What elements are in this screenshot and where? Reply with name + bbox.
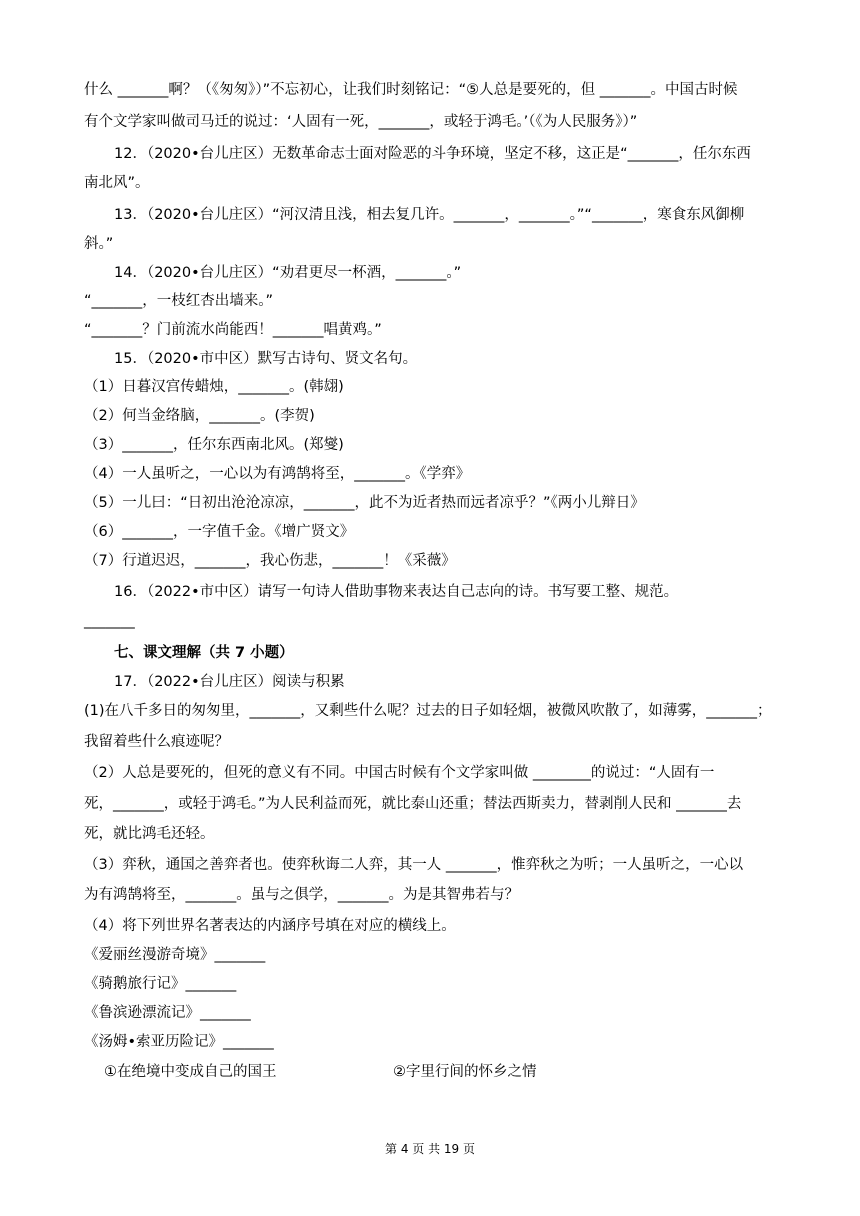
- page-footer: 第 4 页 共 19 页: [385, 1142, 475, 1156]
- text-line: （3）弈秋，通国之善弈者也。使弈秋诲二人弈，其一人 _______，惟弈秋之为听；一人虽听之，一心以: [84, 857, 744, 873]
- text-line: “_______？门前流水尚能西！_______唱黄鸡。”: [84, 322, 382, 338]
- text-line: “_______，一枝红杏出墙来。”: [84, 293, 274, 309]
- text-line: 有个文学家叫做司马迁的说过：‘人固有一死，_______，或轻于鸿毛。’（《为人民服务》）”: [84, 114, 638, 130]
- text-line: 斜。”: [84, 236, 114, 252]
- book-title-line: 《鲁滨逊漂流记》_______: [84, 1005, 251, 1021]
- question-16: 16．（2022•市中区）请写一句诗人借助事物来表达自己志向的诗。书写要工整、规范。: [114, 584, 679, 600]
- sub-item: （4）一人虽听之，一心以为有鸿鹄将至，_______。《学弈》: [84, 466, 471, 482]
- sub-item: （5）一儿曰：“日初出沧沧凉凉，_______，此不为近者热而远者凉乎？”《两小儿辩日》: [84, 495, 645, 511]
- question-12: 12．（2020•台儿庄区）无数革命志士面对险恶的斗争环境，坚定不移，这正是“_______，任尔东西: [114, 146, 751, 162]
- text-line: 死，_______，或轻于鸿毛。”为人民利益而死，就比泰山还重；替法西斯卖力，替剥削人民和 _______去: [84, 796, 742, 812]
- book-title-line: 《骑鹅旅行记》_______: [84, 976, 237, 992]
- book-title-line: 《爱丽丝漫游奇境》_______: [84, 947, 266, 963]
- answer-blank: _______: [84, 613, 135, 629]
- section-heading: 七、课文理解（共 7 小题）: [114, 645, 294, 661]
- text-line: 南北风”。: [84, 175, 150, 191]
- book-title-line: 《汤姆•索亚历险记》_______: [84, 1034, 274, 1050]
- sub-item: （6）_______，一字值千金。《增广贤文》: [84, 524, 355, 540]
- text-line: 为有鸿鹄将至，_______。虽与之俱学，_______。为是其智弗若与？: [84, 887, 519, 903]
- text-line: （4）将下列世界名著表达的内涵序号填在对应的横线上。: [84, 918, 456, 934]
- text-line: (1)在八千多日的匆匆里，_______，又剩些什么呢？过去的日子如轻烟，被微风吹散了，如薄雾，_______；: [84, 703, 772, 719]
- question-13: 13．（2020•台儿庄区）“河汉清且浅，相去复几许。_______，_______。”“_______，寒食东风御柳: [114, 207, 745, 223]
- sub-item: （3）_______，任尔东西南北风。(郑燮): [84, 437, 344, 453]
- option-2: ②字里行间的怀乡之情: [393, 1064, 537, 1080]
- text-line: 什么 _______啊？（《匆匆》）”不忘初心，让我们时刻铭记：“⑤人总是要死的，但 _______。中国古时候: [84, 82, 738, 98]
- option-1: ①在绝境中变成自己的国王: [104, 1064, 277, 1080]
- question-15: 15．（2020•市中区）默写古诗句、贤文名句。: [114, 351, 418, 367]
- text-line: （2）人总是要死的，但死的意义有不同。中国古时候有个文学家叫做 ________的说过：“人固有一: [84, 765, 715, 781]
- text-line: 我留着些什么痕迹呢？: [84, 734, 229, 750]
- sub-item: （2）何当金络脑，_______。(李贺): [84, 408, 315, 424]
- question-17: 17．（2022•台儿庄区）阅读与积累: [114, 674, 345, 690]
- sub-item: （1）日暮汉宫传蜡烛，_______。(韩翃): [84, 379, 344, 395]
- text-line: 死，就比鸿毛还轻。: [84, 826, 215, 842]
- sub-item: （7）行道迟迟，_______，我心伤悲，_______！《采薇》: [84, 553, 456, 569]
- question-14: 14．（2020•台儿庄区）“劝君更尽一杯酒，_______。”: [114, 265, 462, 281]
